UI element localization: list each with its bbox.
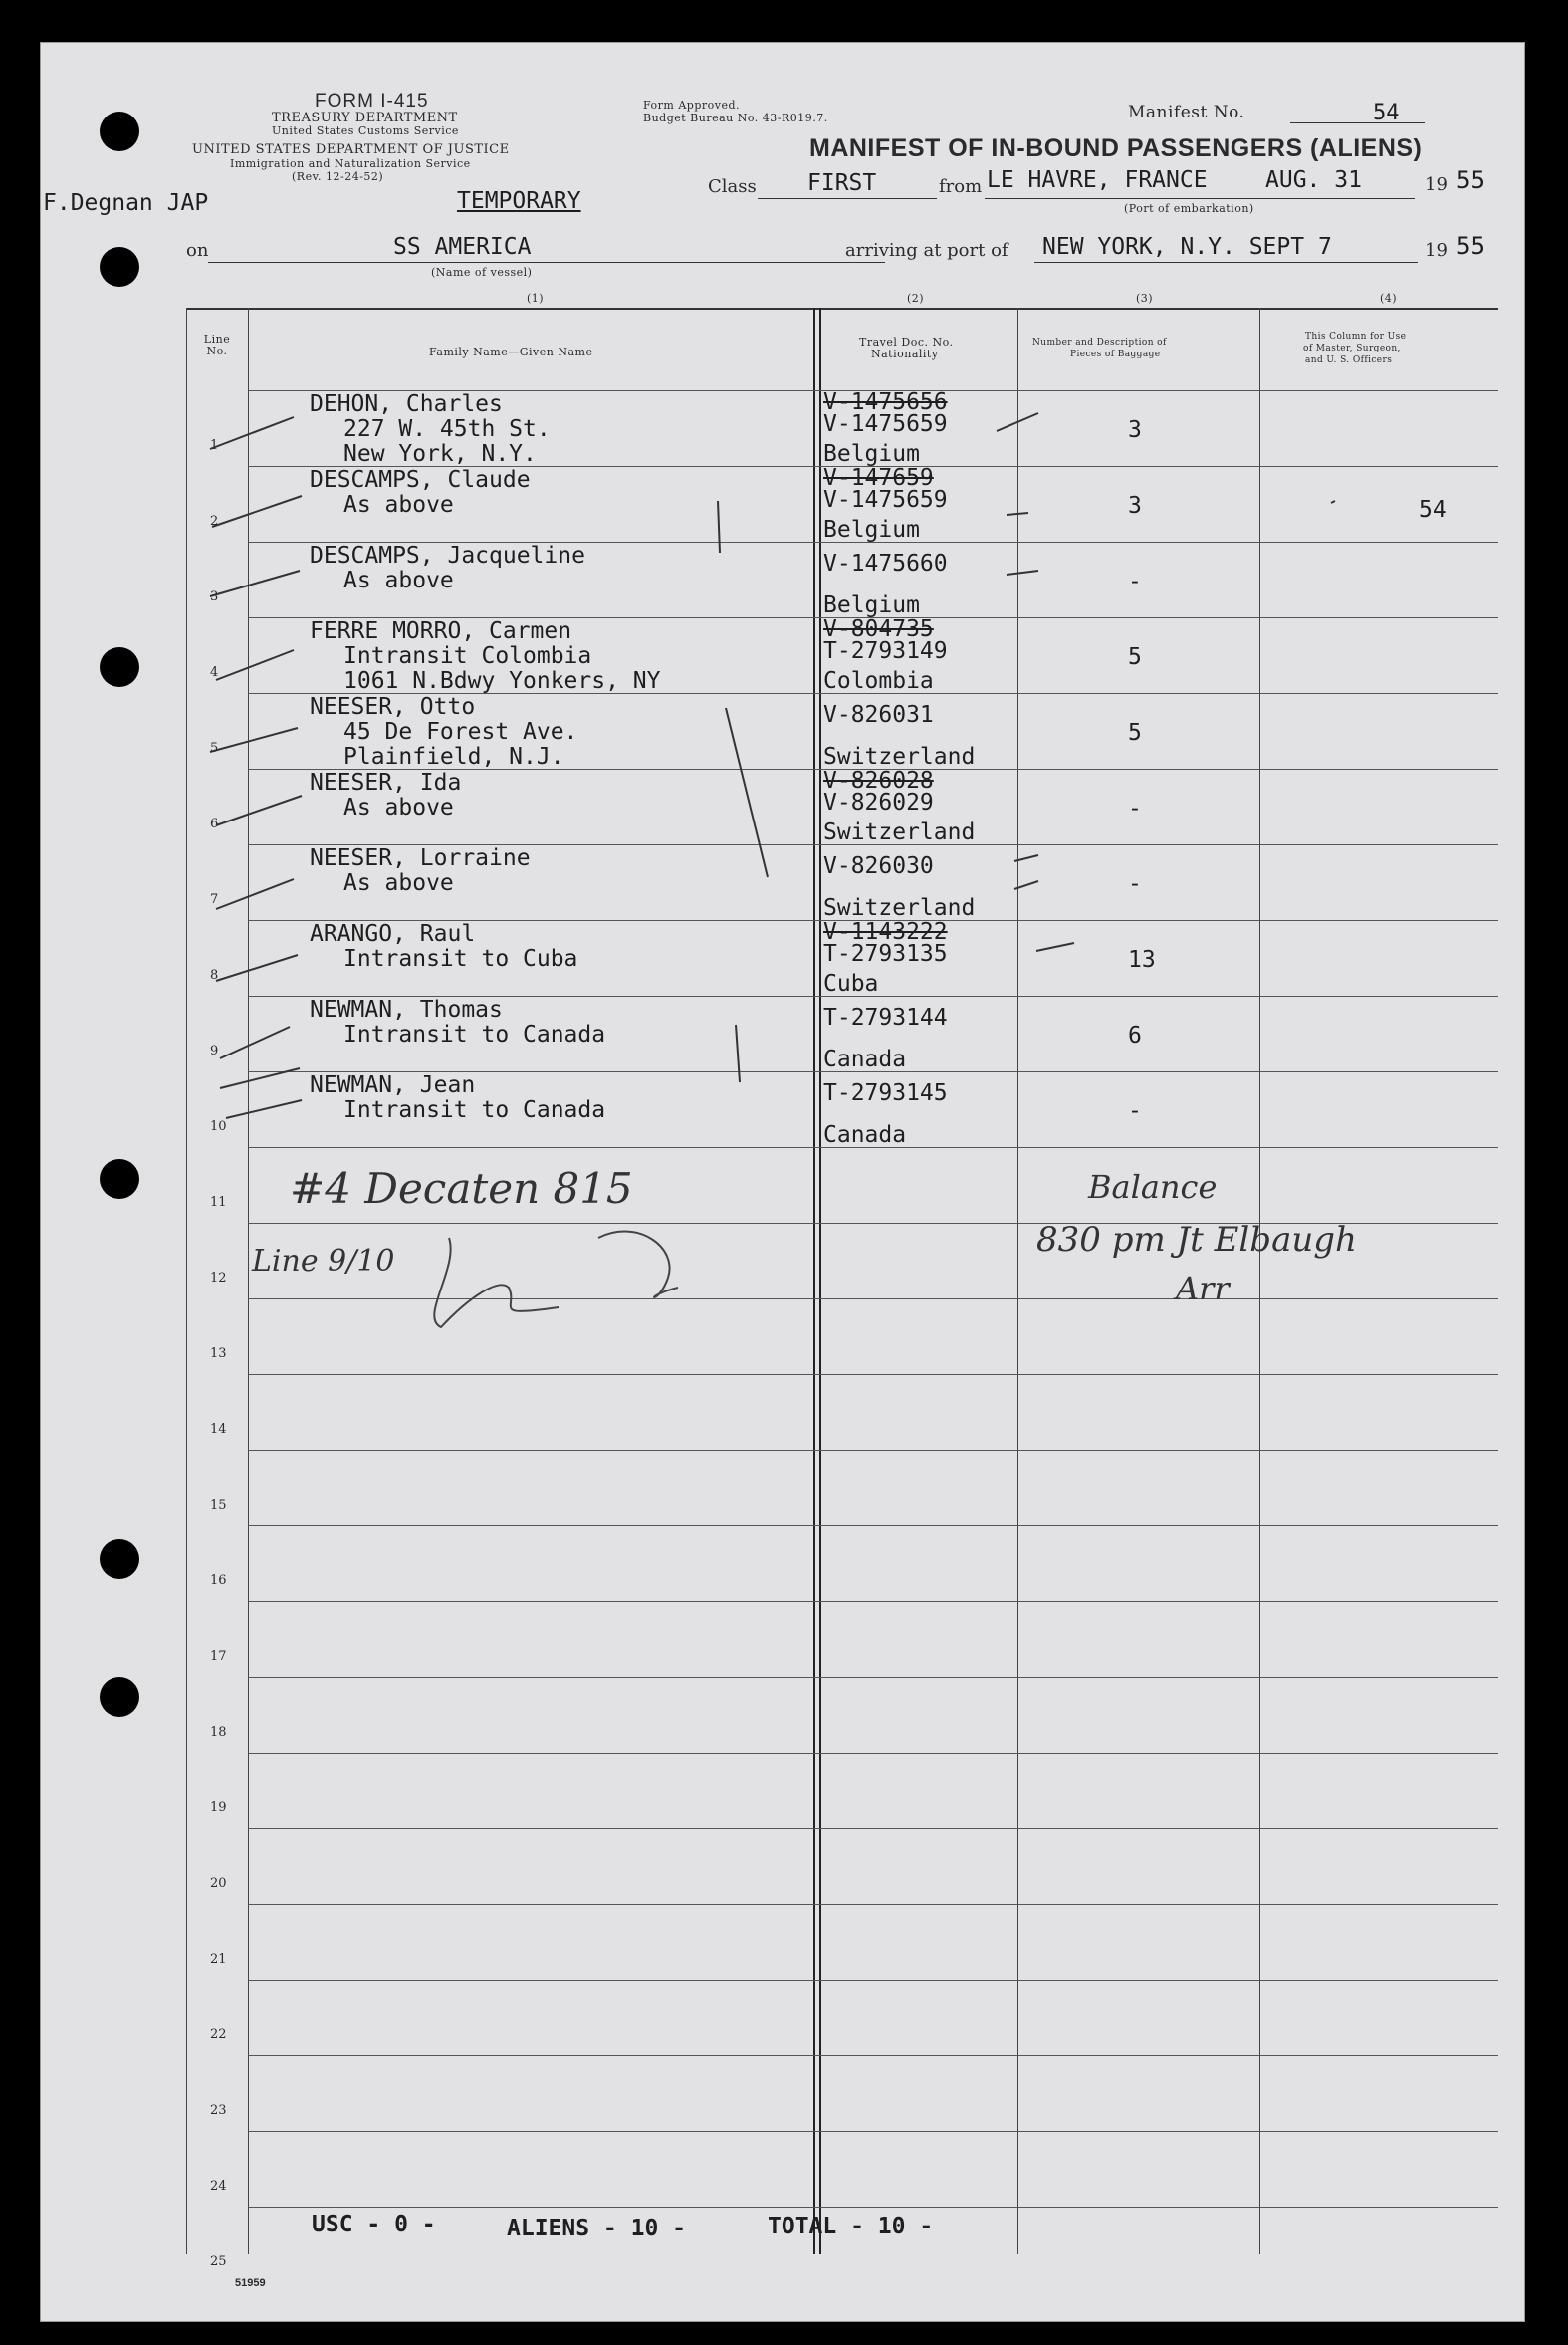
passenger-address-1: As above <box>343 492 454 518</box>
travel-doc-number: V-826031 <box>823 702 934 728</box>
manifest-title: MANIFEST OF IN-BOUND PASSENGERS (ALIENS) <box>809 134 1423 162</box>
line-number: 18 <box>210 1725 227 1740</box>
travel-doc-cancelled: V-1475656 <box>823 389 948 415</box>
travel-doc-number: T-2793135 <box>823 941 948 967</box>
line-number: 3 <box>210 589 219 604</box>
binder-hole <box>100 647 139 687</box>
vessel-name: SS AMERICA <box>393 234 532 260</box>
embarkation-year: 55 <box>1456 166 1485 194</box>
line-number: 13 <box>210 1346 227 1361</box>
passenger-address-1: Intransit to Canada <box>343 1022 606 1048</box>
total-all: TOTAL - 10 - <box>768 2214 934 2239</box>
class-label: Class <box>708 176 757 197</box>
passenger-address-1: Intransit to Cuba <box>343 946 578 972</box>
temporary-stamp: TEMPORARY <box>457 188 581 214</box>
passenger-nationality: Cuba <box>823 971 879 997</box>
binder-hole <box>100 1159 139 1199</box>
baggage-count: 3 <box>1128 417 1142 443</box>
passenger-name: DESCAMPS, Jacqueline <box>310 543 585 569</box>
line-number: 6 <box>210 817 219 831</box>
line-number: 11 <box>210 1195 227 1210</box>
baggage-count: 3 <box>1128 493 1142 519</box>
baggage-count: - <box>1128 1098 1142 1124</box>
line-number: 14 <box>210 1422 227 1437</box>
manifest-number: 54 <box>1373 101 1400 125</box>
binder-hole <box>100 1539 139 1579</box>
baggage-count: - <box>1128 871 1142 897</box>
line-number: 25 <box>210 2254 227 2269</box>
handwritten-note-3: Balance <box>1088 1168 1218 1206</box>
signature-scribble <box>41 43 1524 2321</box>
line-number: 10 <box>210 1119 227 1134</box>
line-number: 17 <box>210 1649 227 1664</box>
passenger-nationality: Switzerland <box>823 820 976 845</box>
manifest-label: Manifest No. <box>1128 103 1245 122</box>
passenger-address-1: 227 W. 45th St. <box>343 416 551 442</box>
baggage-count: - <box>1128 796 1142 821</box>
line-number: 5 <box>210 741 219 756</box>
embarkation-date: AUG. 31 <box>1265 167 1362 193</box>
travel-doc-number: V-1475659 <box>823 411 948 437</box>
travel-doc-cancelled: V-147659 <box>823 465 934 491</box>
header-officers-2: of Master, Surgeon, <box>1303 344 1401 353</box>
passenger-address-1: Intransit to Canada <box>343 1097 606 1123</box>
passenger-nationality: Switzerland <box>823 895 976 921</box>
line-number: 7 <box>210 892 219 907</box>
travel-doc-cancelled: V-826028 <box>823 768 934 794</box>
line-number: 12 <box>210 1271 227 1286</box>
passenger-nationality: Canada <box>823 1047 907 1072</box>
total-usc: USC - 0 - <box>312 2212 436 2237</box>
passenger-address-1: 45 De Forest Ave. <box>343 719 578 745</box>
baggage-count: 6 <box>1128 1023 1142 1049</box>
line-number: 1 <box>210 438 219 453</box>
handwritten-note-2: Line 9/10 <box>252 1244 395 1279</box>
form-code: 51959 <box>235 2277 266 2289</box>
passenger-nationality: Belgium <box>823 592 920 618</box>
baggage-count: 5 <box>1128 720 1142 746</box>
line-number: 23 <box>210 2103 227 2118</box>
from-label: from <box>939 176 983 197</box>
passenger-name: NEESER, Ida <box>310 770 462 796</box>
arriving-label: arriving at port of <box>845 240 1008 261</box>
dept-justice-sub: Immigration and Naturalization Service <box>230 157 471 170</box>
travel-doc-cancelled: V-804735 <box>823 616 934 642</box>
header-doc: Travel Doc. No. <box>859 336 954 349</box>
binder-hole <box>100 1677 139 1717</box>
passenger-address-1: As above <box>343 568 454 593</box>
travel-doc-number: V-826030 <box>823 853 934 879</box>
form-approved: Form Approved. <box>643 99 741 112</box>
passenger-address-2: Plainfield, N.J. <box>343 744 564 770</box>
passenger-nationality: Colombia <box>823 668 934 694</box>
binder-hole <box>100 112 139 151</box>
dept-treasury: TREASURY DEPARTMENT <box>272 111 458 125</box>
form-number: FORM I-415 <box>315 91 429 112</box>
passenger-name: NEESER, Lorraine <box>310 845 531 871</box>
port-embarkation: LE HAVRE, FRANCE <box>987 167 1208 193</box>
travel-doc-number: V-826029 <box>823 790 934 816</box>
passenger-name: NEESER, Otto <box>310 694 476 720</box>
handwritten-note-5: Arr <box>1176 1270 1230 1307</box>
line-number: 8 <box>210 968 219 983</box>
col-number-2: (2) <box>907 292 925 305</box>
travel-doc-number: V-1475659 <box>823 487 948 513</box>
line-number: 20 <box>210 1876 227 1891</box>
line-number: 24 <box>210 2179 227 2194</box>
passenger-name: NEWMAN, Jean <box>310 1072 476 1098</box>
passenger-name: NEWMAN, Thomas <box>310 997 503 1023</box>
passenger-address-1: As above <box>343 795 454 821</box>
passenger-name: DESCAMPS, Claude <box>310 467 531 493</box>
line-number: 16 <box>210 1573 227 1588</box>
clerk-stamp: F.Degnan JAP <box>43 190 209 216</box>
line-number: 15 <box>210 1498 227 1513</box>
col-number-3: (3) <box>1136 292 1154 305</box>
dept-treasury-sub: United States Customs Service <box>272 124 459 137</box>
passenger-nationality: Belgium <box>823 517 920 543</box>
dept-justice: UNITED STATES DEPARTMENT OF JUSTICE <box>192 142 510 157</box>
arriving-port: NEW YORK, N.Y. SEPT 7 <box>1042 234 1332 260</box>
year-prefix-2: 19 <box>1425 240 1448 261</box>
on-label: on <box>186 240 209 261</box>
header-officers-3: and U. S. Officers <box>1305 355 1393 365</box>
passenger-nationality: Canada <box>823 1122 907 1148</box>
line-number: 22 <box>210 2027 227 2042</box>
header-officers: This Column for Use <box>1305 332 1407 342</box>
passenger-address-2: New York, N.Y. <box>343 441 537 467</box>
baggage-count: - <box>1128 569 1142 594</box>
travel-doc-number: T-2793149 <box>823 638 948 664</box>
line-number: 2 <box>210 514 219 529</box>
col-number-4: (4) <box>1380 292 1398 305</box>
passenger-nationality: Belgium <box>823 441 920 467</box>
travel-doc-number: T-2793144 <box>823 1005 948 1031</box>
budget-bureau: Budget Bureau No. 43-R019.7. <box>643 112 828 124</box>
year-prefix-1: 19 <box>1425 174 1448 195</box>
handwritten-note-4: 830 pm Jt Elbaugh <box>1036 1220 1357 1260</box>
passenger-address-2: 1061 N.Bdwy Yonkers, NY <box>343 668 661 694</box>
form-revision: (Rev. 12-24-52) <box>292 170 384 183</box>
line-number: 21 <box>210 1952 227 1967</box>
col-number-1: (1) <box>527 292 545 305</box>
arriving-year: 55 <box>1456 232 1485 260</box>
baggage-count: 13 <box>1128 947 1156 973</box>
travel-doc-number: V-1475660 <box>823 551 948 577</box>
passenger-name: DEHON, Charles <box>310 391 503 417</box>
line-number: 4 <box>210 665 219 680</box>
baggage-count: 5 <box>1128 644 1142 670</box>
manifest-page <box>40 42 1525 2322</box>
header-baggage: Number and Description of <box>1032 338 1167 348</box>
passenger-nationality: Switzerland <box>823 744 976 770</box>
line-number: 9 <box>210 1044 219 1058</box>
header-nationality: Nationality <box>871 348 939 360</box>
vessel-label: (Name of vessel) <box>431 266 533 279</box>
travel-doc-cancelled: V-1143222 <box>823 919 948 945</box>
passenger-address-1: As above <box>343 870 454 896</box>
header-name: Family Name—Given Name <box>429 346 593 358</box>
passenger-name: ARANGO, Raul <box>310 921 476 947</box>
binder-hole <box>100 247 139 287</box>
handwritten-note-1: #4 Decaten 815 <box>290 1164 633 1213</box>
port-embarkation-label: (Port of embarkation) <box>1124 202 1254 215</box>
travel-doc-number: T-2793145 <box>823 1080 948 1106</box>
officer-note: 54 <box>1419 497 1447 523</box>
passenger-address-1: Intransit Colombia <box>343 643 592 669</box>
line-number: 19 <box>210 1800 227 1815</box>
header-baggage-2: Pieces of Baggage <box>1070 350 1161 359</box>
class-value: FIRST <box>807 170 877 196</box>
total-aliens: ALIENS - 10 - <box>507 2216 687 2241</box>
passenger-name: FERRE MORRO, Carmen <box>310 618 572 644</box>
header-line-no: Line No. <box>203 333 231 357</box>
